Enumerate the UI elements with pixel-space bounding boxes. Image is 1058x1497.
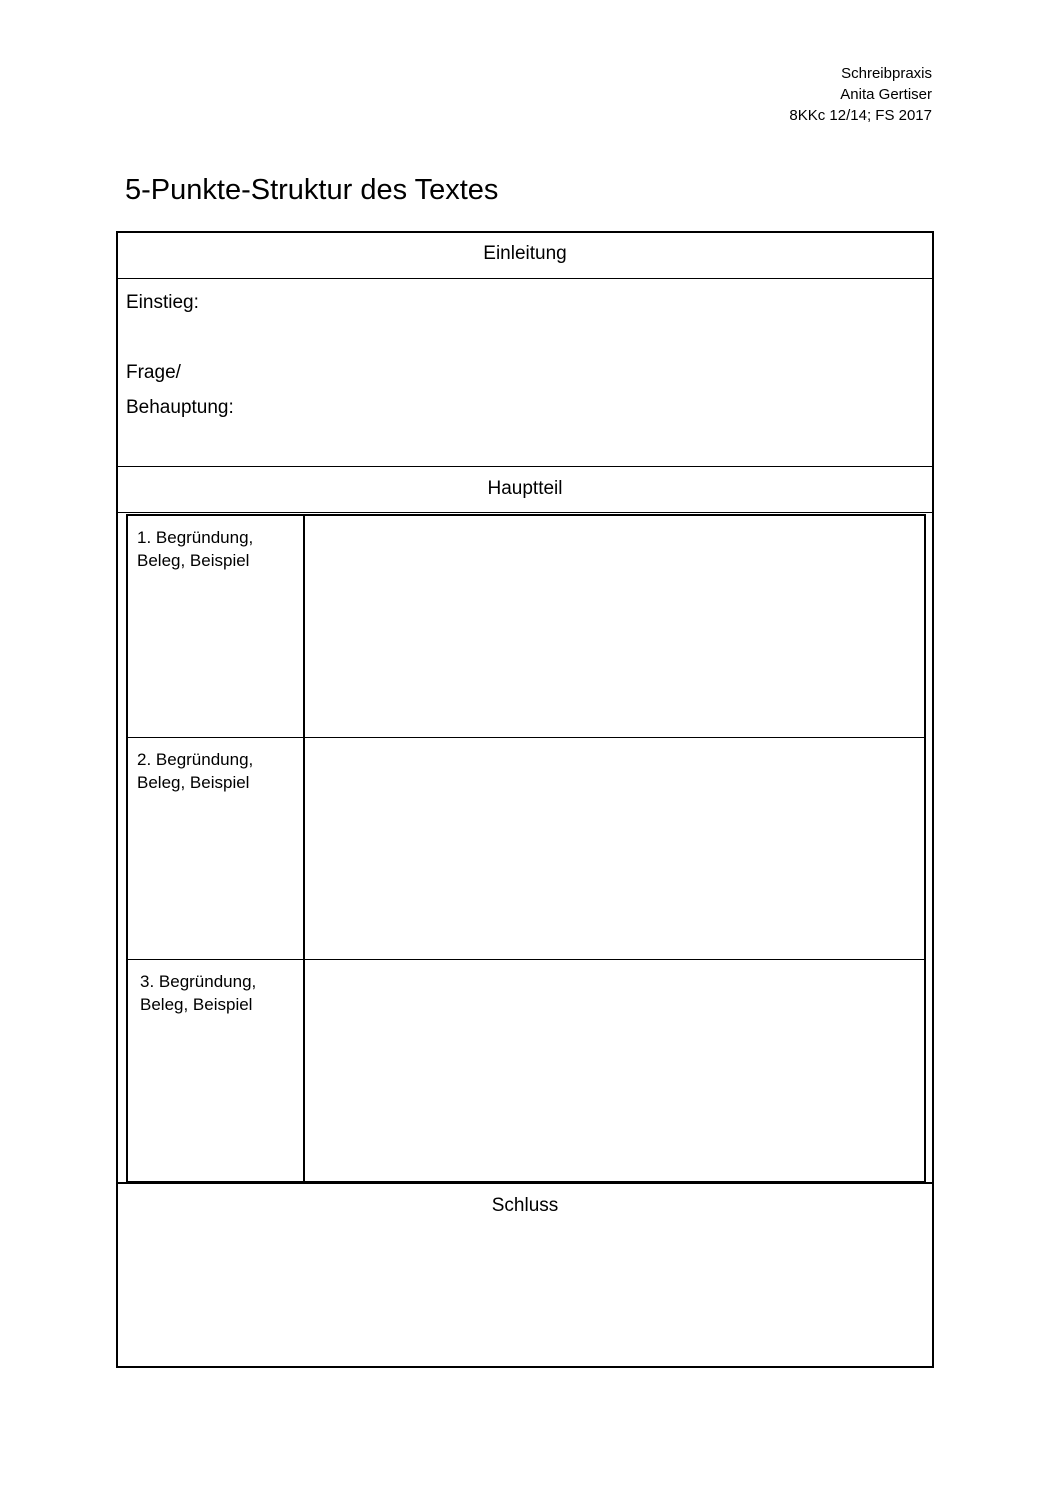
- row-label-line: 3. Begründung,: [140, 972, 257, 991]
- divider: [118, 1182, 932, 1184]
- hauptteil-row-2: [128, 738, 924, 960]
- divider: [118, 512, 932, 513]
- header-course: Schreibpraxis: [841, 65, 932, 82]
- header-class-semester: 8KKc 12/14; FS 2017: [789, 107, 932, 124]
- column-divider: [303, 738, 305, 960]
- row-label-line: Beleg, Beispiel: [140, 995, 253, 1014]
- frage-label: Frage/: [126, 362, 181, 383]
- einstieg-label: Einstieg:: [126, 292, 199, 313]
- row-label: [137, 526, 287, 572]
- hauptteil-table: [126, 514, 926, 1183]
- column-divider: [303, 516, 305, 738]
- divider: [118, 278, 932, 279]
- row-label: [140, 970, 290, 1016]
- row-label-line: 2. Begründung,: [137, 750, 254, 769]
- divider: [118, 466, 932, 467]
- structure-table: [116, 231, 934, 1368]
- header-author: Anita Gertiser: [840, 86, 932, 103]
- schluss-heading: Schluss: [491, 1195, 559, 1216]
- einleitung-heading: Einleitung: [483, 243, 567, 264]
- hauptteil-heading: Hauptteil: [487, 478, 563, 499]
- row-label-line: Beleg, Beispiel: [137, 773, 250, 792]
- row-label-line: 1. Begründung,: [137, 528, 254, 547]
- row-label-line: Beleg, Beispiel: [137, 551, 250, 570]
- row-label: [137, 748, 287, 794]
- behauptung-label: Behauptung:: [126, 397, 234, 418]
- hauptteil-row-3: [128, 960, 924, 1181]
- document-header: [789, 63, 932, 126]
- column-divider: [303, 960, 305, 1181]
- hauptteil-row-1: [128, 516, 924, 738]
- page-title: 5-Punkte-Struktur des Textes: [125, 174, 499, 206]
